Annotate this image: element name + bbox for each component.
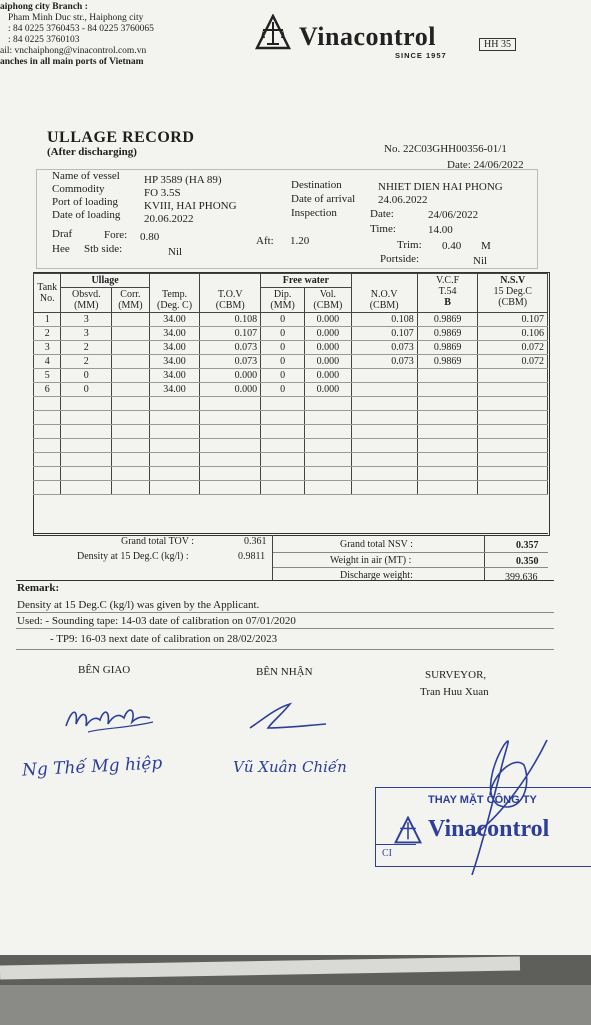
- corr-cell: [112, 411, 150, 425]
- nsv-cell: [478, 481, 548, 495]
- stb-value: Nil: [168, 246, 183, 258]
- nov-cell: 0.108: [351, 313, 417, 327]
- temp-cell: [149, 481, 200, 495]
- vol-cell: [305, 453, 351, 467]
- gt-tov-label: Grand total TOV :: [121, 536, 195, 547]
- nov-header: N.O.V: [370, 289, 398, 300]
- nsv-cell: [478, 397, 548, 411]
- nov-unit: (CBM): [369, 300, 399, 311]
- weight-air-value: 0.350: [516, 556, 539, 567]
- nsv-cell: 0.107: [478, 313, 548, 327]
- table-row: [34, 327, 548, 341]
- discharge-value: 399.636: [505, 572, 538, 583]
- obsvd-cell: [61, 453, 112, 467]
- remark-line-2: Used: - Sounding tape: 14-03 date of calibration on 07/01/2020: [17, 615, 296, 627]
- temp-unit: (Deg. C): [157, 300, 193, 311]
- obsvd-cell: [61, 481, 112, 495]
- giao-label: BÊN GIAO: [78, 664, 131, 676]
- vol-cell: [305, 467, 351, 481]
- tov-cell: [200, 467, 261, 481]
- vcf-cell: [417, 397, 478, 411]
- temp-cell: [149, 453, 200, 467]
- surveyor-signature-icon: [412, 725, 552, 875]
- doc-subtitle: (After discharging): [47, 146, 137, 158]
- tank-cell: [34, 467, 61, 481]
- table-row: [34, 355, 548, 369]
- dip-cell: 0: [261, 341, 305, 355]
- vol-cell: 0.000: [305, 369, 351, 383]
- branch-line-6: anches in all main ports of Vietnam: [0, 57, 144, 67]
- temp-cell: [149, 425, 200, 439]
- tank-cell: 6: [34, 383, 61, 397]
- corr-cell: [112, 369, 150, 383]
- table-row: [34, 369, 548, 383]
- obsvd-cell: [61, 467, 112, 481]
- dip-header: Dip.: [273, 289, 292, 300]
- nov-cell: 0.073: [351, 341, 417, 355]
- dip-unit: (MM): [270, 300, 295, 311]
- tov-unit: (CBM): [215, 300, 245, 311]
- ullage-table: [33, 273, 548, 495]
- vessel-label: Name of vessel: [52, 170, 120, 182]
- nhan-handwritten-name: Vũ Xuân Chiến: [233, 758, 347, 776]
- tov-cell: [200, 481, 261, 495]
- col-nsv: [478, 274, 548, 313]
- tov-cell: 0.107: [200, 327, 261, 341]
- nov-cell: [351, 439, 417, 453]
- col-vcf: [417, 274, 478, 313]
- density-label: Density at 15 Deg.C (kg/l) :: [77, 551, 189, 562]
- table-surface: [0, 985, 591, 1025]
- dip-cell: [261, 439, 305, 453]
- temp-cell: [149, 439, 200, 453]
- destination-value: NHIET DIEN HAI PHONG: [378, 181, 503, 193]
- vessel-value: HP 3589 (HA 89): [144, 174, 222, 186]
- stamp-logo-text: Vinacontrol: [428, 816, 550, 842]
- nsv-cell: 0.072: [478, 355, 548, 369]
- trim-value: 0.40: [442, 240, 462, 252]
- underlying-sheet: [0, 956, 520, 979]
- col-vol: [305, 288, 351, 313]
- table-row: [34, 467, 548, 481]
- vcf-header: V.C.F: [435, 275, 460, 286]
- obsvd-cell: 0: [61, 369, 112, 383]
- corr-cell: [112, 467, 150, 481]
- nsv-cell: [478, 439, 548, 453]
- nhan-label: BÊN NHẬN: [256, 666, 313, 678]
- corr-cell: [112, 341, 150, 355]
- remark-line-rule-1: [16, 612, 554, 613]
- nov-cell: 0.107: [351, 327, 417, 341]
- tank-cell: [34, 439, 61, 453]
- nov-cell: [351, 383, 417, 397]
- giao-signature-icon: [58, 698, 158, 743]
- vol-cell: 0.000: [305, 341, 351, 355]
- doc-date: Date: 24/06/2022: [447, 159, 524, 171]
- voyage-labels: [291, 178, 355, 220]
- table-row: [34, 341, 548, 355]
- vcf-cell: 0.9869: [417, 327, 478, 341]
- col-tank: [34, 274, 61, 313]
- vol-cell: 0.000: [305, 327, 351, 341]
- heel-label: Hee: [52, 243, 70, 255]
- surveyor-label: SURVEYOR,: [425, 669, 487, 681]
- vcf-cell: [417, 425, 478, 439]
- vcf-table: T.54: [438, 286, 457, 297]
- corr-cell: [112, 481, 150, 495]
- temp-header: Temp.: [161, 289, 188, 300]
- remark-line-rule-2: [16, 628, 554, 629]
- vol-cell: 0.000: [305, 383, 351, 397]
- corr-unit: (MM): [118, 300, 143, 311]
- draft-label: Draf: [52, 228, 73, 240]
- tank-cell: 4: [34, 355, 61, 369]
- vol-cell: [305, 411, 351, 425]
- surveyor-name: Tran Huu Xuan: [420, 686, 489, 698]
- branch-line-2: Pham Minh Duc str., Haiphong city: [8, 13, 144, 23]
- table-row: [34, 439, 548, 453]
- obsvd-cell: 3: [61, 313, 112, 327]
- table-row: [34, 313, 548, 327]
- nsv-cell: [478, 369, 548, 383]
- gt-nsv-value: 0.357: [516, 540, 539, 551]
- totals-hline-1: [273, 552, 548, 553]
- fore-label: Fore:: [104, 229, 128, 241]
- nsv-cell: [478, 467, 548, 481]
- tank-no-header: No.: [39, 293, 55, 304]
- obsvd-cell: [61, 425, 112, 439]
- tank-cell: [34, 425, 61, 439]
- branch-line-4: : 84 0225 3760103: [8, 35, 80, 45]
- tank-cell: [34, 453, 61, 467]
- tov-cell: [200, 453, 261, 467]
- temp-cell: 34.00: [149, 355, 200, 369]
- tank-cell: [34, 397, 61, 411]
- stamp-top-text: THAY MẶT CÔNG TY: [428, 794, 537, 806]
- nsv-header: N.S.V: [500, 275, 526, 286]
- tov-cell: 0.073: [200, 355, 261, 369]
- insp-date-label: Date:: [370, 208, 394, 220]
- nsv-cell: [478, 411, 548, 425]
- arrival-value: 24.06.2022: [378, 194, 428, 206]
- temp-cell: [149, 467, 200, 481]
- portside-value: Nil: [473, 255, 488, 267]
- corr-cell: [112, 453, 150, 467]
- obsvd-cell: [61, 411, 112, 425]
- dip-cell: [261, 453, 305, 467]
- nov-cell: [351, 425, 417, 439]
- vcf-cell: [417, 453, 478, 467]
- density-value: 0.9811: [238, 551, 266, 562]
- background-surface: [0, 955, 591, 1024]
- col-nov: [351, 274, 417, 313]
- loading-date-label: Date of loading: [52, 209, 121, 221]
- doc-title: ULLAGE RECORD: [47, 129, 195, 146]
- vcf-cell: [417, 481, 478, 495]
- nov-cell: [351, 411, 417, 425]
- remark-top-line: [16, 580, 554, 581]
- commodity-label: Commodity: [52, 183, 105, 195]
- portside-label: Portside:: [380, 253, 420, 265]
- table-row: [34, 383, 548, 397]
- commodity-value: FO 3.5S: [144, 187, 181, 199]
- giao-handwritten-name: Ng Thế Mg hiệp: [21, 753, 163, 781]
- col-temp: [149, 274, 200, 313]
- tov-cell: [200, 425, 261, 439]
- nsv-cell: [478, 425, 548, 439]
- branch-line-5: ail: vnchaiphong@vinacontrol.com.vn: [0, 46, 147, 56]
- obsvd-cell: 2: [61, 341, 112, 355]
- dip-cell: [261, 481, 305, 495]
- tov-cell: 0.000: [200, 383, 261, 397]
- dip-cell: [261, 425, 305, 439]
- remark-line-1: Density at 15 Deg.C (kg/l) was given by the Applicant.: [17, 599, 260, 611]
- table-row: [34, 397, 548, 411]
- vcf-cell: [417, 439, 478, 453]
- col-obsvd: [61, 288, 112, 313]
- vol-cell: [305, 425, 351, 439]
- vol-header: Vol.: [319, 289, 336, 300]
- stb-label: Stb side:: [84, 243, 123, 255]
- tov-cell: [200, 397, 261, 411]
- ullage-group-header: Ullage: [61, 274, 149, 288]
- vessel-info-labels: [52, 170, 120, 222]
- insp-date-value: 24/06/2022: [428, 209, 479, 221]
- totals-divider: [33, 533, 548, 534]
- loading-date-value: 20.06.2022: [144, 213, 194, 225]
- weight-air-label: Weight in air (MT) :: [330, 555, 412, 566]
- obsvd-cell: 3: [61, 327, 112, 341]
- trim-label: Trim:: [397, 239, 422, 251]
- table-row: [34, 453, 548, 467]
- vol-unit: (CBM): [313, 300, 343, 311]
- tank-cell: 2: [34, 327, 61, 341]
- vcf-cell: [417, 411, 478, 425]
- nsv-cell: 0.106: [478, 327, 548, 341]
- remark-line-3: - TP9: 16-03 next date of calibration on 28/02/2023: [50, 633, 278, 645]
- tov-cell: 0.000: [200, 369, 261, 383]
- remark-label: Remark:: [17, 582, 60, 594]
- totals-vline: [272, 535, 273, 581]
- port-label: Port of loading: [52, 196, 118, 208]
- obsvd-cell: 0: [61, 383, 112, 397]
- corr-cell: [112, 313, 150, 327]
- tov-cell: 0.108: [200, 313, 261, 327]
- obsvd-cell: 2: [61, 355, 112, 369]
- corr-header: Corr.: [120, 289, 141, 300]
- tov-header: T.O.V: [217, 289, 243, 300]
- aft-label: Aft:: [256, 235, 274, 247]
- tov-cell: [200, 439, 261, 453]
- nsv-cell: [478, 453, 548, 467]
- tank-cell: 1: [34, 313, 61, 327]
- dip-cell: [261, 411, 305, 425]
- corr-cell: [112, 397, 150, 411]
- vol-cell: [305, 481, 351, 495]
- branch-header: [0, 2, 154, 68]
- vcf-cell: 0.9869: [417, 355, 478, 369]
- tank-cell: 3: [34, 341, 61, 355]
- dip-cell: 0: [261, 313, 305, 327]
- dip-cell: 0: [261, 369, 305, 383]
- nov-cell: 0.073: [351, 355, 417, 369]
- dip-cell: [261, 397, 305, 411]
- obsvd-unit: (MM): [74, 300, 99, 311]
- temp-cell: 34.00: [149, 369, 200, 383]
- temp-cell: 34.00: [149, 383, 200, 397]
- table-row: [34, 411, 548, 425]
- nhan-signature-icon: [242, 698, 332, 738]
- vcf-cell: [417, 369, 478, 383]
- table-row: [34, 481, 548, 495]
- vessel-info-values: [144, 174, 237, 226]
- remark-line-rule-3: [16, 649, 554, 650]
- branch-line-3: : 84 0225 3760453 - 84 0225 3760065: [8, 24, 154, 34]
- col-dip: [261, 288, 305, 313]
- vcf-cell: 0.9869: [417, 313, 478, 327]
- insp-time-label: Time:: [370, 223, 396, 235]
- tank-cell: 5: [34, 369, 61, 383]
- corr-cell: [112, 439, 150, 453]
- temp-cell: [149, 411, 200, 425]
- vcf-cell: [417, 467, 478, 481]
- table-header-row-1: [34, 274, 548, 288]
- vcf-b: B: [444, 297, 451, 308]
- vol-cell: [305, 439, 351, 453]
- nsv-unit: (CBM): [498, 297, 528, 308]
- branch-line-1: aiphong city Branch :: [0, 2, 88, 12]
- temp-cell: 34.00: [149, 341, 200, 355]
- trim-unit: M: [481, 240, 491, 252]
- aft-value: 1.20: [290, 235, 310, 247]
- gt-nsv-label: Grand total NSV :: [340, 539, 413, 550]
- nov-cell: [351, 467, 417, 481]
- stamp-ci: CI: [382, 848, 392, 859]
- nov-cell: [351, 369, 417, 383]
- obsvd-cell: [61, 439, 112, 453]
- obsvd-header: Obsvd.: [71, 289, 101, 300]
- gt-tov-value: 0.361: [244, 536, 267, 547]
- logo-name: Vinacontrol: [299, 22, 436, 51]
- temp-cell: 34.00: [149, 327, 200, 341]
- logo-since: SINCE 1957: [395, 51, 447, 60]
- nov-cell: [351, 481, 417, 495]
- inspection-label: Inspection: [291, 207, 337, 219]
- vcf-cell: 0.9869: [417, 341, 478, 355]
- corr-cell: [112, 327, 150, 341]
- vol-cell: 0.000: [305, 355, 351, 369]
- dip-cell: [261, 467, 305, 481]
- col-corr: [112, 288, 150, 313]
- tov-cell: 0.073: [200, 341, 261, 355]
- vol-cell: [305, 397, 351, 411]
- nsv-cell: 0.072: [478, 341, 548, 355]
- dip-cell: 0: [261, 383, 305, 397]
- table-row: [34, 425, 548, 439]
- nsv-temp: 15 Deg.C: [493, 286, 532, 297]
- nov-cell: [351, 453, 417, 467]
- col-tov: [200, 274, 261, 313]
- insp-time-value: 14.00: [428, 224, 453, 236]
- fore-value: 0.80: [140, 231, 160, 243]
- tov-cell: [200, 411, 261, 425]
- dip-cell: 0: [261, 355, 305, 369]
- nsv-cell: [478, 383, 548, 397]
- stamp-divider: [376, 844, 416, 845]
- form-code: HH 35: [479, 38, 516, 51]
- tank-header: Tank: [37, 282, 58, 293]
- scales-logo-icon: [255, 14, 291, 50]
- doc-number: No. 22C03GHH00356-01/1: [384, 143, 507, 155]
- tank-cell: [34, 481, 61, 495]
- totals-vline-2: [484, 535, 485, 581]
- discharge-label: Discharge weight:: [340, 570, 413, 581]
- corr-cell: [112, 383, 150, 397]
- totals-hline-2: [273, 567, 548, 568]
- destination-label: Destination: [291, 179, 342, 191]
- temp-cell: [149, 397, 200, 411]
- tank-cell: [34, 411, 61, 425]
- nov-cell: [351, 397, 417, 411]
- freewater-group-header: Free water: [261, 274, 351, 288]
- port-value: KVIII, HAI PHONG: [144, 200, 237, 212]
- vcf-cell: [417, 383, 478, 397]
- obsvd-cell: [61, 397, 112, 411]
- dip-cell: 0: [261, 327, 305, 341]
- temp-cell: 34.00: [149, 313, 200, 327]
- corr-cell: [112, 355, 150, 369]
- vol-cell: 0.000: [305, 313, 351, 327]
- arrival-label: Date of arrival: [291, 193, 356, 205]
- corr-cell: [112, 425, 150, 439]
